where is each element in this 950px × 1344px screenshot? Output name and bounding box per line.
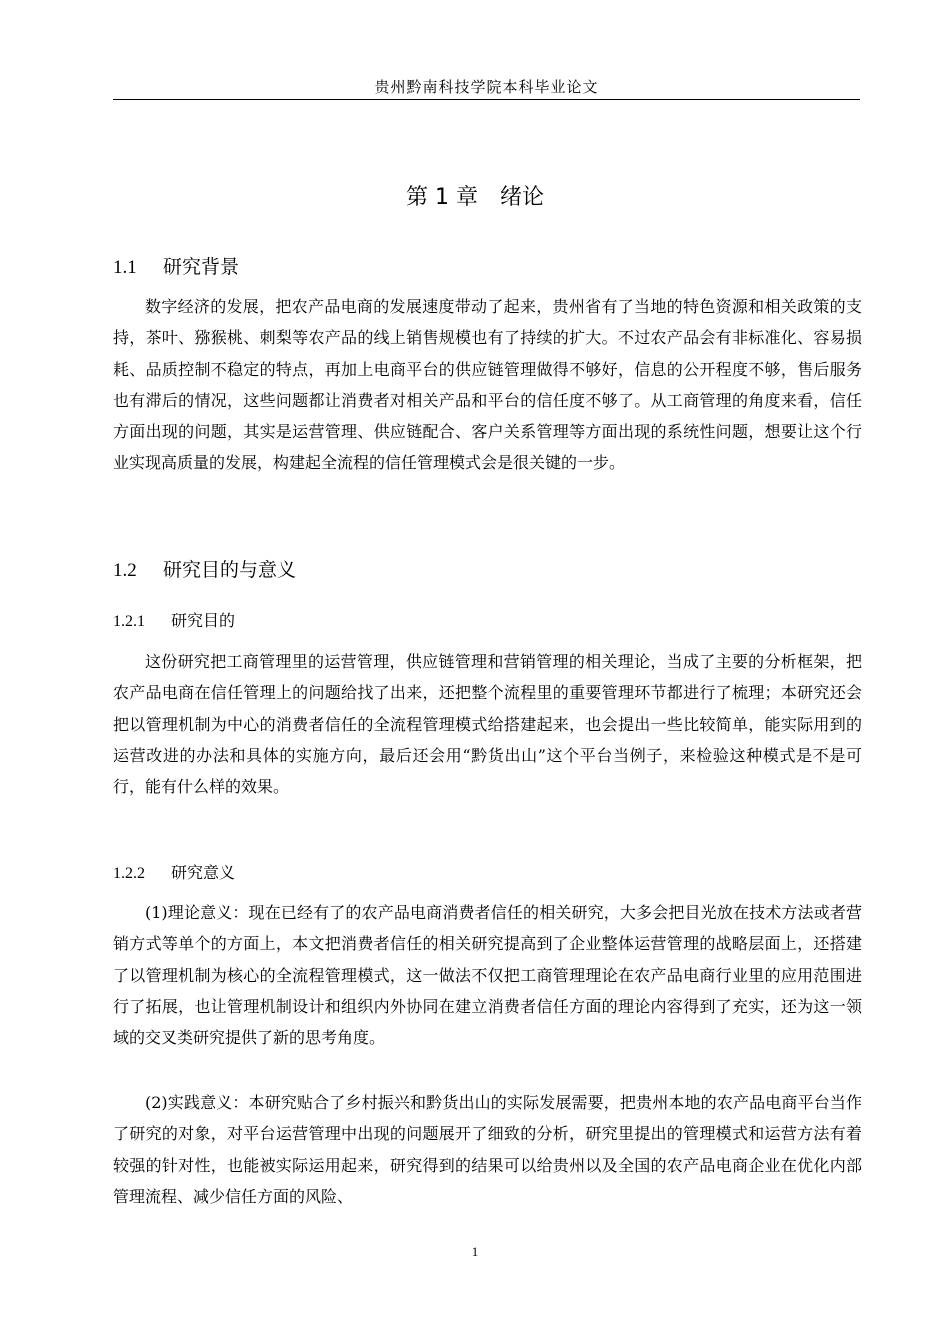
chapter-title: 绪论 <box>499 185 544 210</box>
subsection-heading-1-2-2 <box>113 860 235 883</box>
section-title: 研究目的与意义 <box>163 559 297 581</box>
header-rule <box>113 99 860 100</box>
paragraph-purpose: 这份研究把工商管理里的运营管理，供应链管理和营销管理的相关理论，当成了主要的分析框架，把农产品电商在信任管理上的问题给找了出来，还把整个流程里的重要管理环节都进行了梳理；本研究还会把以管理机制为中心的消费者信任的全流程管理模式给搭建起来，也会提出一些比较简单，能实际用到的运营改进的办法和具体的实施方向，最后还会用“黔货出山”这个平台当例子，来检验这种模式是不是可行，能有什么样的效果。 <box>113 652 862 797</box>
chapter-heading <box>0 180 950 211</box>
paragraph-background: 数字经济的发展，把农产品电商的发展速度带动了起来，贵州省有了当地的特色资源和相关政策的支持，茶叶、猕猴桃、刺梨等农产品的线上销售规模也有了持续的扩大。不过农产品会有非标准化、容易损耗、品质控制不稳定的特点，再加上电商平台的供应链管理做得不够好，信息的公开程度不够，售后服务也有滞后的情况，这些问题都让消费者对相关产品和平台的信任度不够了。从工商管理的角度来看，信任方面出现的问题，其实是运营管理、供应链配合、客户关系管理等方面出现的系统性问题，想要让这个行业实现高质量的发展，构建起全流程的信任管理模式会是很关键的一步。 <box>113 297 862 473</box>
running-header: 贵州黔南科技学院本科毕业论文 <box>374 78 599 96</box>
section-number: 1.2 <box>113 560 137 581</box>
paragraph-significance-practice: (2)实践意义：本研究贴合了乡村振兴和黔货出山的实际发展需要，把贵州本地的农产品电商平台当作了研究的对象，对平台运营管理中出现的问题展开了细致的分析，研究里提出的管理模式和运营方法有着较强的针对性，也能被实际运用起来，研究得到的结果可以给贵州以及全国的农产品电商企业在优化内部管理流程、减少信任方面的风险、 <box>113 1093 862 1206</box>
section-heading-1-2 <box>113 555 296 582</box>
subsection-heading-1-2-1 <box>113 608 235 631</box>
subsection-title: 研究目的 <box>171 611 236 630</box>
subsection-title: 研究意义 <box>171 863 236 882</box>
paragraph-significance-theory: (1)理论意义：现在已经有了的农产品电商消费者信任的相关研究，大多会把目光放在技术方法或者营销方式等单个的方面上，本文把消费者信任的相关研究提高到了企业整体运营管理的战略层面上，还搭建了以管理机制为核心的全流程管理模式，这一做法不仅把工商管理理论在农产品电商行业里的应用范围进行了拓展，也让管理机制设计和组织内外协同在建立消费者信任方面的理论内容得到了充实，还为这一领域的交叉类研究提供了新的思考角度。 <box>113 903 862 1048</box>
subsection-number: 1.2.2 <box>113 865 145 882</box>
section-number: 1.1 <box>113 257 137 278</box>
section-title: 研究背景 <box>163 256 240 278</box>
page-number: 1 <box>471 1244 479 1259</box>
subsection-number: 1.2.1 <box>113 613 145 630</box>
chapter-number: 第 1 章 <box>406 185 478 210</box>
section-heading-1-1 <box>113 252 239 279</box>
